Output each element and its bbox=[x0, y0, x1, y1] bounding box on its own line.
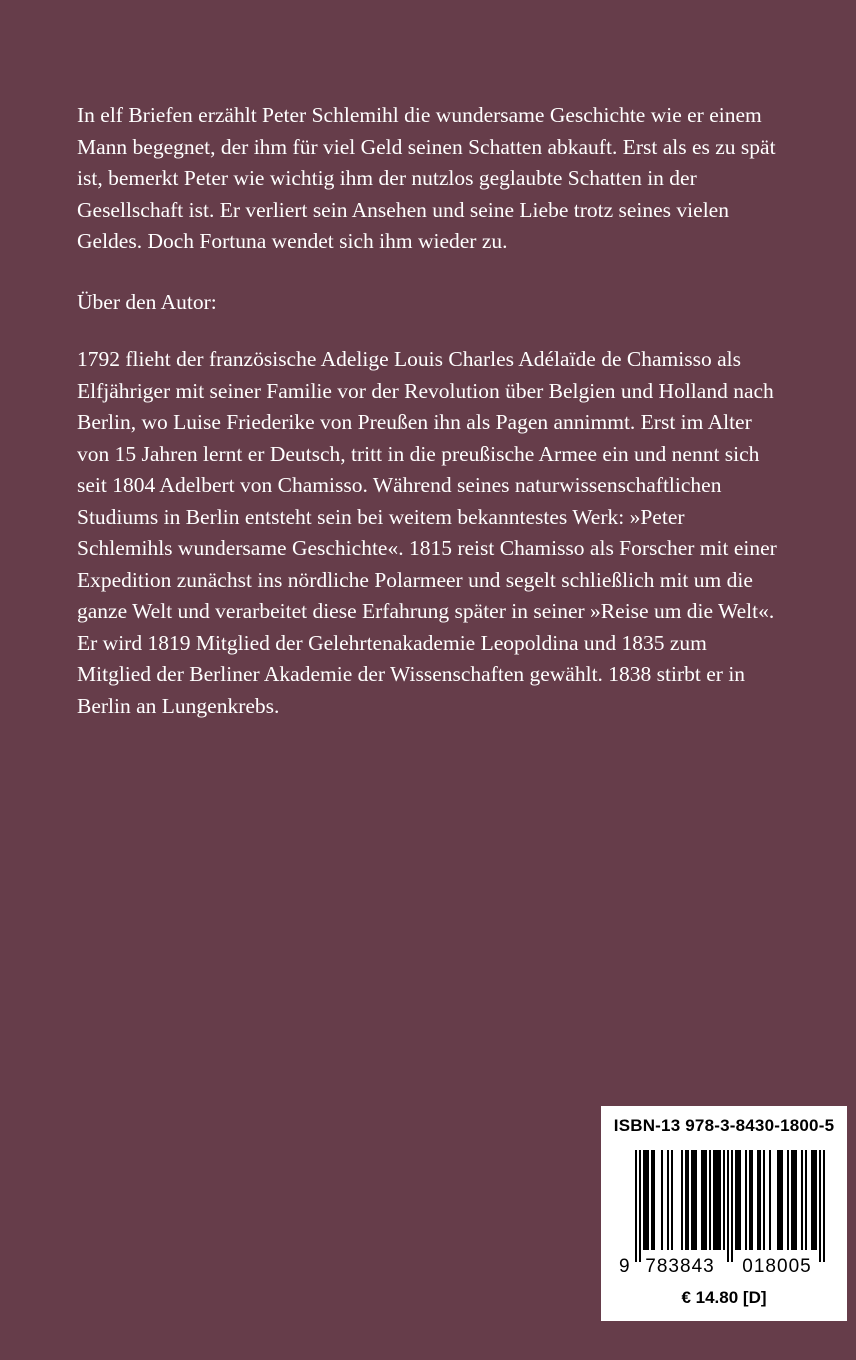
barcode-bar bbox=[805, 1150, 807, 1250]
barcode-bar bbox=[811, 1150, 813, 1250]
barcode-guard-bar bbox=[639, 1150, 641, 1262]
barcode-bar bbox=[745, 1150, 747, 1250]
barcode-guard-bar bbox=[731, 1150, 733, 1262]
bio-line: Berlin, wo Luise Friederike von Preußen ihn als Pagen annimmt. Erst im Alter bbox=[77, 410, 752, 434]
barcode-bar bbox=[705, 1150, 707, 1250]
barcode-digits-right: 018005 bbox=[742, 1256, 812, 1276]
bio-line: ganze Welt und verarbeitet diese Erfahrung später in seiner »Reise um die Welt«. bbox=[77, 599, 775, 623]
blurb-line: Gesellschaft ist. Er verliert sein Ansehen und seine Liebe trotz seines vielen bbox=[77, 197, 729, 222]
bio-line: 1792 flieht der französische Adelige Louis Charles Adélaïde de Chamisso als bbox=[77, 347, 741, 371]
barcode-bar bbox=[787, 1150, 789, 1250]
bio-line: Er wird 1819 Mitglied der Gelehrtenakademie Leopoldina und 1835 zum bbox=[77, 630, 707, 655]
barcode-bar bbox=[647, 1150, 649, 1250]
barcode-bar bbox=[757, 1150, 759, 1250]
barcode-bar bbox=[793, 1150, 795, 1250]
barcode-bar bbox=[651, 1150, 653, 1250]
barcode-bar bbox=[781, 1150, 783, 1250]
barcode-bar bbox=[735, 1150, 737, 1250]
blurb-line: Geldes. Doch Fortuna wendet sich ihm wieder zu. bbox=[77, 229, 508, 253]
barcode-digits-left: 783843 bbox=[645, 1256, 715, 1276]
barcode-bar bbox=[723, 1150, 725, 1250]
barcode-bar bbox=[695, 1150, 697, 1250]
barcode-bars bbox=[635, 1150, 825, 1262]
bio-line: Expedition zunächst ins nördliche Polarmeer und segelt schließlich mit um die bbox=[77, 567, 753, 592]
barcode-guard-bar bbox=[819, 1150, 821, 1262]
barcode-bar bbox=[737, 1150, 739, 1250]
barcode-bar bbox=[739, 1150, 741, 1250]
barcode-bar bbox=[719, 1150, 721, 1250]
bio-line: von 15 Jahren lernt er Deutsch, tritt in die preußische Armee ein und nennt sich bbox=[77, 441, 760, 466]
bio-line: Schlemihls wundersame Geschichte«. 1815 reist Chamisso als Forscher mit einer bbox=[77, 536, 777, 560]
barcode-bar bbox=[709, 1150, 711, 1250]
barcode-bar bbox=[715, 1150, 717, 1250]
barcode-bar bbox=[653, 1150, 655, 1250]
barcode-bar bbox=[763, 1150, 765, 1250]
barcode-guard-bar bbox=[823, 1150, 825, 1262]
barcode-bar bbox=[769, 1150, 771, 1250]
isbn-barcode-box bbox=[601, 1106, 847, 1321]
bio-line: seit 1804 Adelbert von Chamisso. Während seines naturwissenschaftlichen bbox=[77, 473, 722, 497]
barcode-bar bbox=[691, 1150, 693, 1250]
barcode-bar bbox=[779, 1150, 781, 1250]
barcode-bar bbox=[815, 1150, 817, 1250]
barcode-bar bbox=[813, 1150, 815, 1250]
isbn-label: ISBN-13 978-3-8430-1800-5 bbox=[613, 1116, 835, 1135]
barcode-bar bbox=[701, 1150, 703, 1250]
blurb-line: ist, bemerkt Peter wie wichtig ihm der nutzlos geglaubte Schatten in der bbox=[77, 166, 697, 190]
barcode-digit-first: 9 bbox=[619, 1256, 630, 1276]
barcode-bar bbox=[685, 1150, 687, 1250]
author-heading bbox=[77, 287, 817, 319]
barcode-bar bbox=[645, 1150, 647, 1250]
blurb-line: Mann begegnet, der ihm für viel Geld seinen Schatten abkauft. Erst als es zu spät bbox=[77, 134, 776, 159]
barcode-guard-bar bbox=[727, 1150, 729, 1262]
author-bio-paragraph bbox=[77, 344, 817, 722]
barcode-bar bbox=[713, 1150, 715, 1250]
barcode-bar bbox=[661, 1150, 663, 1250]
barcode-bar bbox=[643, 1150, 645, 1250]
barcode-bar bbox=[777, 1150, 779, 1250]
author-heading-text: Über den Autor: bbox=[77, 290, 217, 314]
bio-line: Elfjähriger mit seiner Familie vor der Revolution über Belgien und Holland nach bbox=[77, 378, 774, 403]
barcode-bar bbox=[717, 1150, 719, 1250]
blurb-line: In elf Briefen erzählt Peter Schlemihl die wundersame Geschichte wie er einem bbox=[77, 103, 762, 127]
barcode-bar bbox=[801, 1150, 803, 1250]
barcode-bar bbox=[681, 1150, 683, 1250]
barcode-bar bbox=[703, 1150, 705, 1250]
barcode-bar bbox=[671, 1150, 673, 1250]
barcode-bar bbox=[795, 1150, 797, 1250]
bio-line: Studiums in Berlin entsteht sein bei weitem bekanntestes Werk: »Peter bbox=[77, 504, 685, 529]
barcode-bar bbox=[667, 1150, 669, 1250]
barcode bbox=[617, 1150, 833, 1276]
barcode-bar bbox=[693, 1150, 695, 1250]
bio-line: Mitglied der Berliner Akademie der Wissenschaften gewählt. 1838 stirbt er in bbox=[77, 662, 746, 686]
barcode-guard-bar bbox=[635, 1150, 637, 1262]
barcode-bar bbox=[687, 1150, 689, 1250]
barcode-bar bbox=[749, 1150, 751, 1250]
bio-line: Berlin an Lungenkrebs. bbox=[77, 693, 280, 718]
barcode-bar bbox=[759, 1150, 761, 1250]
barcode-bar bbox=[751, 1150, 753, 1250]
price-label: € 14.80 [D] bbox=[681, 1288, 767, 1307]
barcode-bar bbox=[791, 1150, 793, 1250]
blurb-paragraph bbox=[77, 100, 817, 258]
